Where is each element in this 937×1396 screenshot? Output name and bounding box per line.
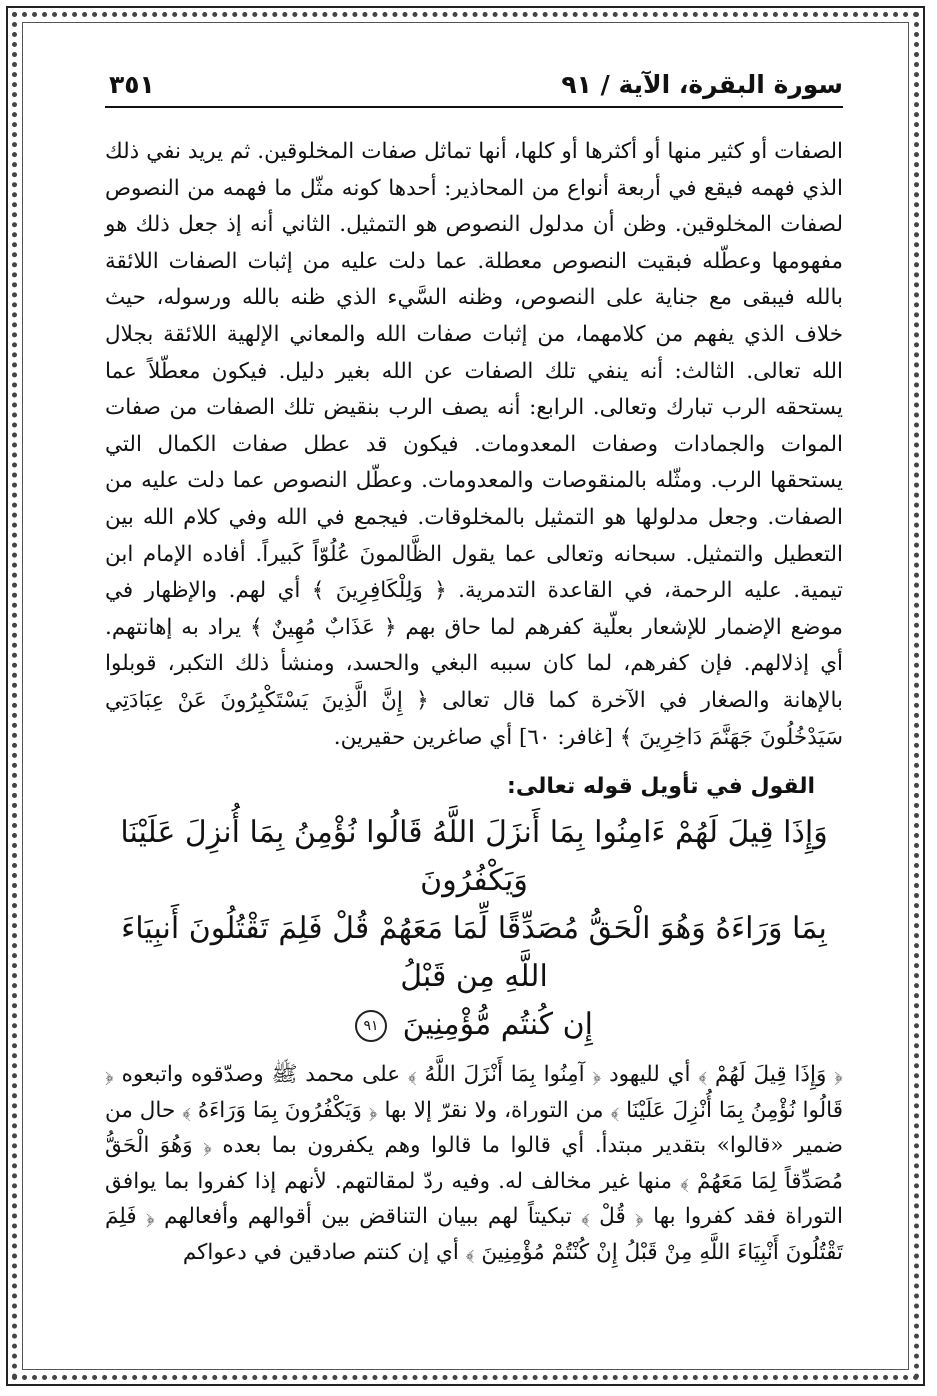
verse-line-2: بِمَا وَرَاءَهُ وَهُوَ الْحَقُّ مُصَدِّقًا لِّمَا مَعَهُمْ قُلْ فَلِمَ تَقْتُلُونَ أَنبِيَاءَ اللَّهِ مِن قَبْلُ xyxy=(121,911,827,995)
page-header xyxy=(105,62,843,108)
running-title: سورة البقرة، الآية / ٩١ xyxy=(561,70,843,99)
commentary-paragraph-2: ﴿ وَإِذَا قِيلَ لَهُمْ ﴾ أي لليهود ﴿ آمِنُوا بِمَا أَنْزَلَ اللَّهُ ﴾ على محمد ﷺ وصدّقوه واتبعوه ﴿ قَالُوا نُؤْمِنُ بِمَا أُنْزِلَ عَلَيْنَا ﴾ من التوراة، ولا نقرّ إلا بها ﴿ وَيَكْفُرُونَ بِمَا وَرَاءَهُ ﴾ حال من ضمير «قالوا» بتقدير مبتدأ. أي قالوا ما قالوا وهم يكفرون بما بعده ﴿ وَهُوَ الْحَقُّ مُصَدِّقاً لِمَا مَعَهُمْ ﴾ منها غير مخالف له. وفيه ردّ لمقالتهم. لأنهم إذا كفروا بما يوافق التوراة فقد كفروا بها ﴿ قُلْ ﴾ تبكيتاً لهم ببيان التناقض بين أقوالهم وأفعالهم ﴿ فَلِمَ تَقْتُلُونَ أَنْبِيَاءَ اللَّهِ مِنْ قَبْلُ إِنْ كُنْتُمْ مُؤْمِنِينَ ﴾ أي إن كنتم صادقين في دعواكم xyxy=(105,1062,843,1265)
book-page xyxy=(105,62,843,1352)
verse-line-3 xyxy=(105,1001,843,1049)
page-number: ٣٥١ xyxy=(109,70,155,99)
commentary-paragraph-1: الصفات أو كثير منها أو أكثرها أو كلها، أنها تماثل صفات المخلوقين. ثم يريد نفي ذلك الذي فهمه فيقع في أربعة أنواع من المحاذير: أحدها كونه مثّل ما فهمه من النصوص لصفات المخلوقين. وظن أن مدلول النصوص هو التمثيل. الثاني أنه إذ جعل ذلك هو مفهومها وعطّله فبقيت النصوص معطلة. عما دلت عليه من إثبات الصفات اللائقة بالله فيبقى مع جناية على النصوص، وظنه السَّيء الذي ظنه بالله ورسوله، حيث خلاف الذي يفهم من كلامهما، من إثبات صفات الله والمعاني الإلهية اللائقة بجلال الله تعالى. الثالث: أنه ينفي تلك الصفات عن الله بغير دليل. فيكون معطّلاً عما يستحقه الرب تبارك وتعالى. الرابع: أنه يصف الرب بنقيض تلك الصفات من صفات الموات والجمادات وصفات المعدومات. فيكون قد عطل صفات الكمال التي يستحقها الرب. ومثّله بالمنقوصات والمعدومات. وعطّل النصوص عما دلت عليه من الصفات. وجعل مدلولها هو التمثيل بالمخلوقات. فيجمع في الله وفي كلام الله بين التعطيل والتمثيل. سبحانه وتعالى عما يقول الظَّالمونَ عُلُوّاً كَبيراً. أفاده الإمام ابن تيمية. عليه الرحمة، في القاعدة التدمرية. ﴿ وَلِلْكَافِرِينَ ﴾ أي لهم. والإظهار في موضع الإضمار للإشعار بعلّية كفرهم لما حاق بهم ﴿ عَذَابٌ مُهِينٌ ﴾ يراد به إهانتهم. أي إذلالهم. فإن كفرهم، لما كان سببه البغي والحسد، ومنشأ ذلك التكبر، قوبلوا بالإهانة والصغار في الآخرة كما قال تعالى ﴿ إِنَّ الَّذِينَ يَسْتَكْبِرُونَ عَنْ عِبَادَتِي سَيَدْخُلُونَ جَهَنَّمَ دَاخِرِينَ ﴾ [غافر: ٦٠] أي صاغرين حقيرين. xyxy=(105,139,843,750)
verse-line-3-text: إِن كُنتُم مُّؤْمِنِينَ xyxy=(402,1007,593,1043)
verse-line-1: وَإِذَا قِيلَ لَهُمْ ءَامِنُوا بِمَا أَنزَلَ اللَّهُ قَالُوا نُؤْمِنُ بِمَا أُنزِلَ عَلَيْنَا وَيَكْفُرُونَ xyxy=(120,815,828,899)
quran-verse-block xyxy=(105,809,843,1049)
page-body xyxy=(105,134,843,1270)
ayah-number-marker: ٩١ xyxy=(355,1010,387,1042)
section-heading: القول في تأويل قوله تعالى: xyxy=(507,774,815,800)
